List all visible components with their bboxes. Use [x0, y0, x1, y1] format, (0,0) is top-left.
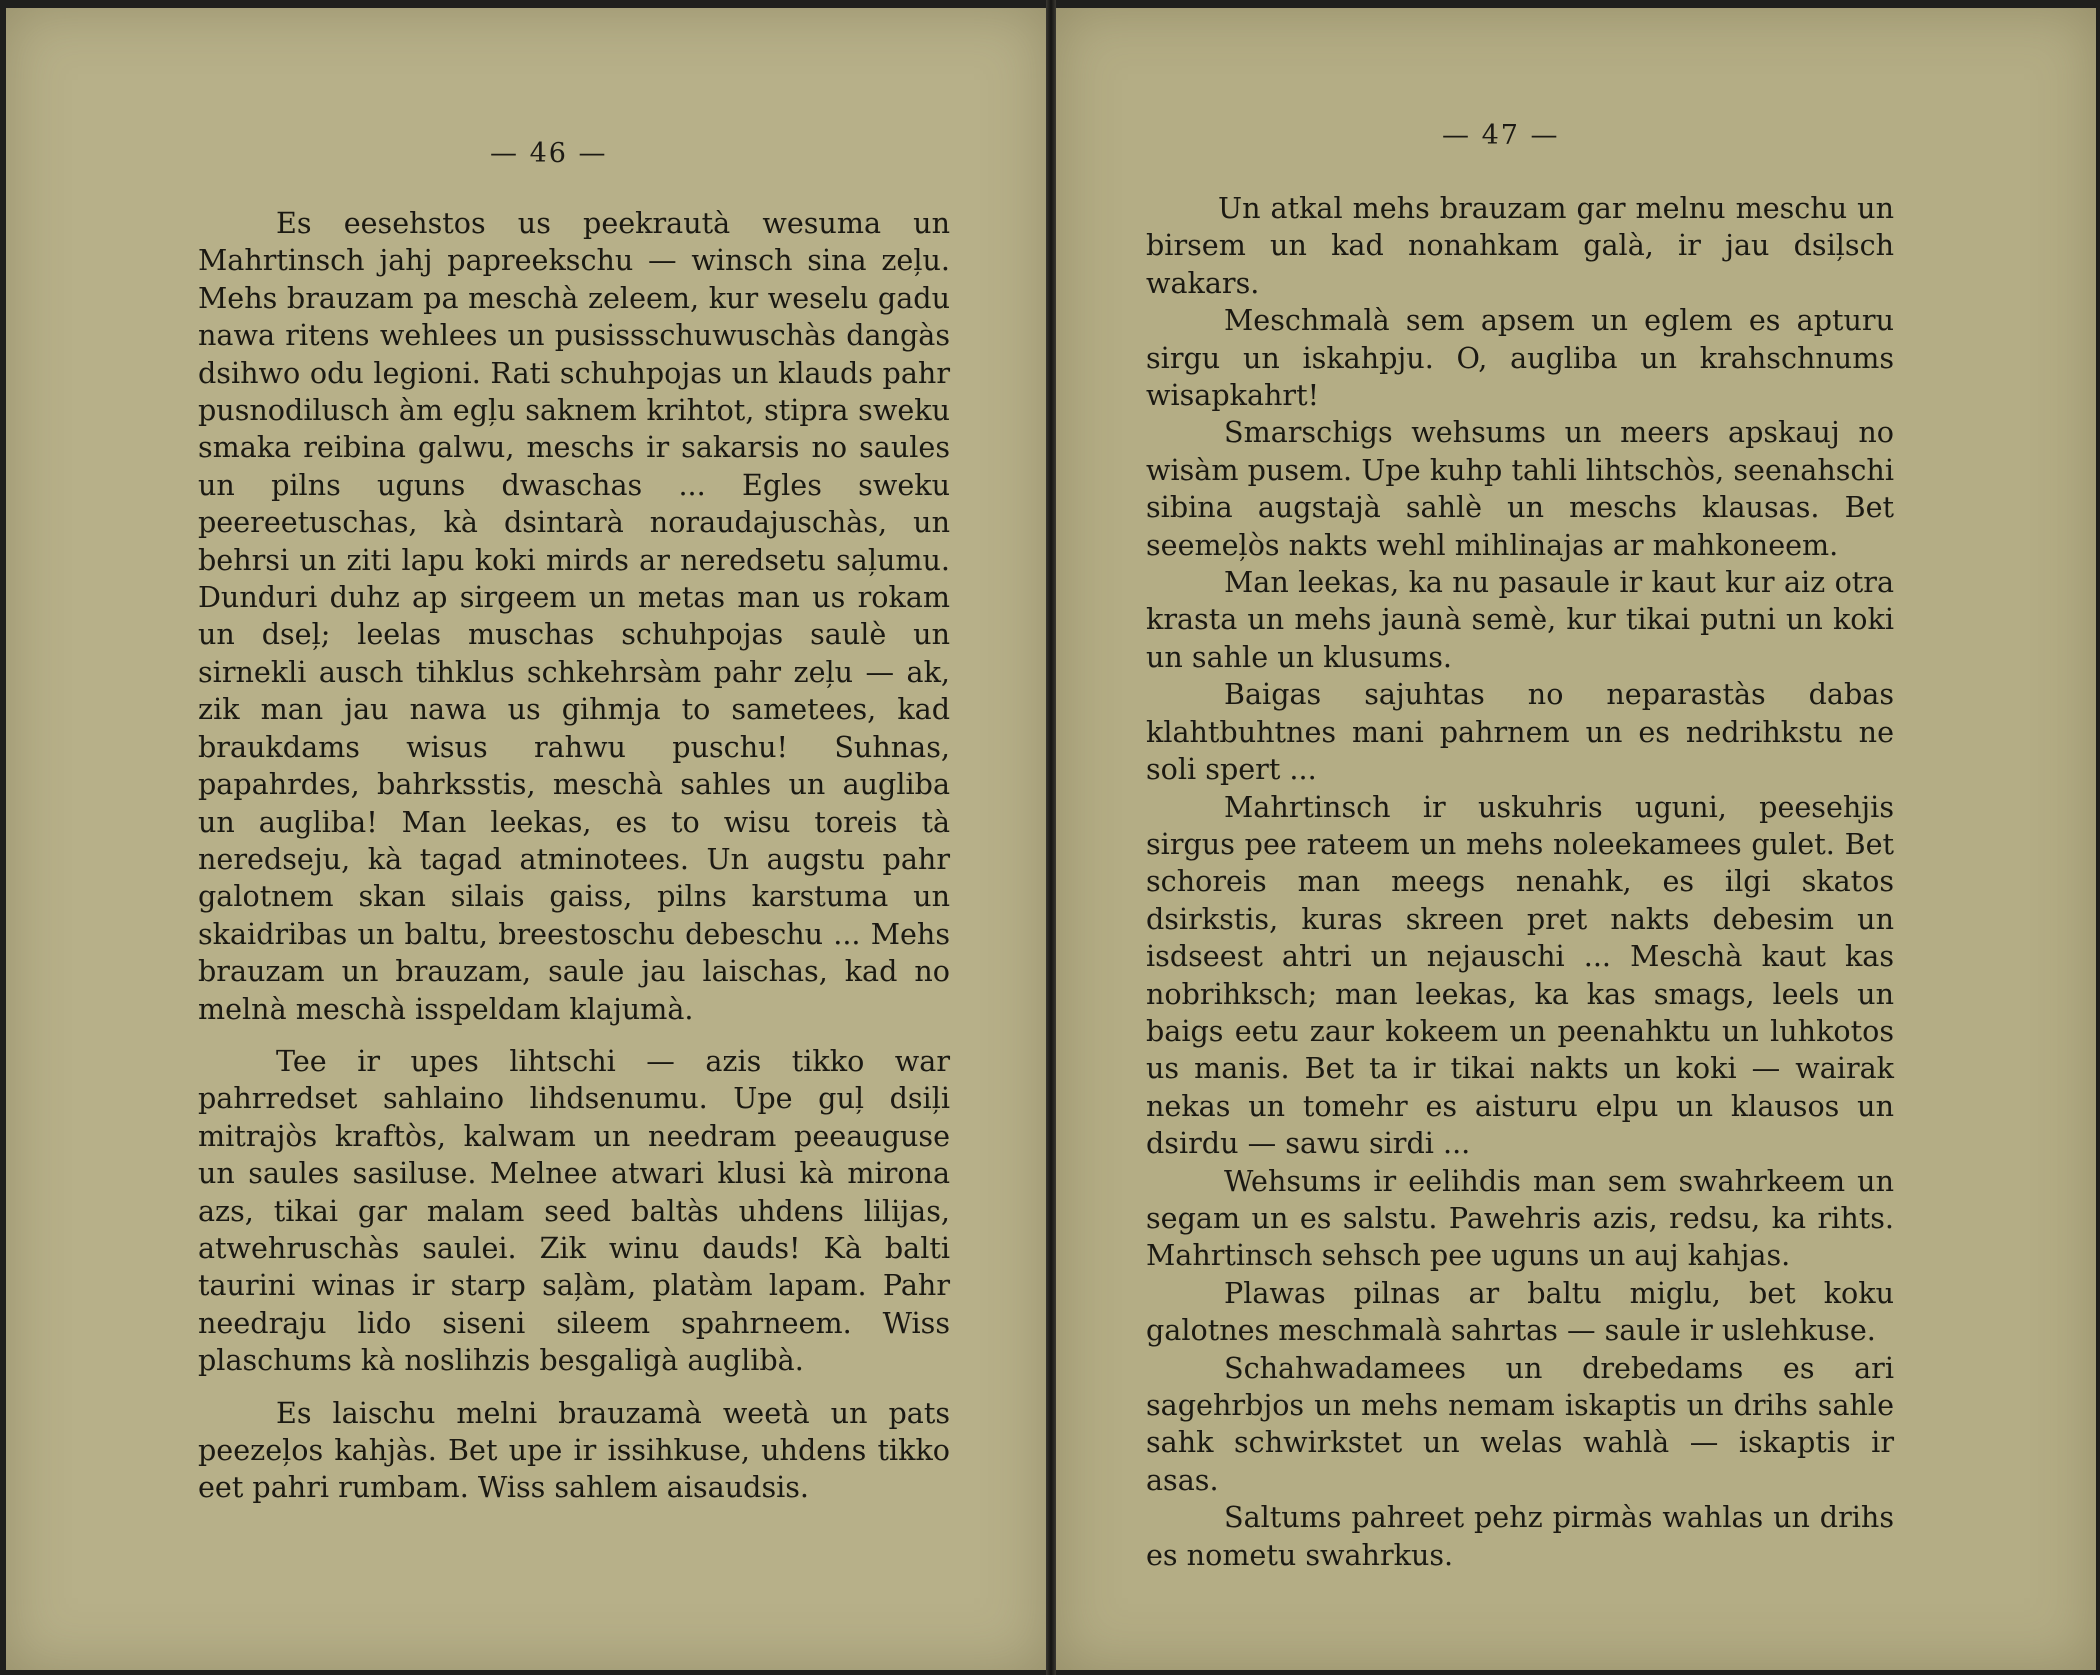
paragraph: Smarschigs wehsums un meers apskauj no wisàm pusem. Upe kuhp tahli lihtschòs, seenahschi sibina augstajà sahlè un meschs klausas. Bet seemeļòs nakts wehl mihlinajas ar mahkoneem.	[1146, 415, 1894, 562]
paragraph: Es laischu melni brauzamà weetà un pats peezeļos kahjàs. Bet upe ir issihkuse, uhdens tikko eet pahri rumbam. Wiss sahlem aisaudsis.	[198, 1395, 950, 1505]
left-page-text	[198, 205, 950, 1507]
paragraph: Wehsums ir eelihdis man sem swahrkeem un segam un es salstu. Pawehris azis, redsu, ka rihts. Mahrtinsch sehsch pee uguns un auj kahjas.	[1146, 1163, 1894, 1273]
right-page-text	[1146, 190, 1894, 1574]
paragraph: Meschmalà sem apsem un eglem es apturu sirgu un iskahpju. O, augliba un krahschnums wisapkahrt!	[1146, 303, 1894, 413]
paragraph: Baigas sajuhtas no neparastàs dabas klahtbuhtnes mani pahrnem un es nedrihkstu ne soli spert ...	[1146, 677, 1894, 787]
paragraph: Plawas pilnas ar baltu miglu, bet koku galotnes meschmalà sahrtas — saule ir uslehkuse.	[1146, 1275, 1894, 1348]
paragraph: Mahrtinsch ir uskuhris uguni, peesehjis sirgus pee rateem un mehs noleekamees gulet. Bet schoreis man meegs nenahk, es ilgi skatos dsirkstis, kuras skreen pret nakts debesim un isdseest ahtri un nejauschi ... Meschà kaut kas nobrihksch; man leekas, ka kas smags, leels un baigs eetu zaur kokeem un peenahktu un luhkotos us manis. Bet ta ir tikai nakts un koki — wairak nekas un tomehr es aisturu elpu un klausos un dsirdu — sawu sirdi ...	[1146, 789, 1894, 1161]
paragraph: Saltums pahreet pehz pirmàs wahlas un drihs es nometu swahrkus.	[1146, 1500, 1894, 1572]
book-gutter	[1046, 0, 1056, 1675]
page-number-left: — 46 —	[490, 138, 608, 169]
paragraph: Tee ir upes lihtschi — azis tikko war pahrredset sahlaino lihdsenumu. Upe guļ dsiļi mitrajòs kraftòs, kalwam un needram peeauguse un saules sasiluse. Melnee atwari klusi kà mirona azs, tikai gar malam seed baltàs uhdens lilijas, atwehruschàs saulei. Zik winu dauds! Kà balti taurini winas ir starp saļàm, platàm lapam. Pahr needraju lido siseni sileem spahrneem. Wiss plaschums kà noslihzis besgaligà auglibà.	[198, 1043, 950, 1378]
page-number-right: — 47 —	[1442, 120, 1560, 151]
paragraph: Es eesehstos us peekrautà wesuma un Mahrtinsch jahj papreekschu — winsch sina zeļu. Mehs brauzam pa meschà zeleem, kur weselu gadu nawa ritens wehlees un pusissschuwuschàs dangàs dsihwo odu legioni. Rati schuhpojas un klauds pahr pusnodilusch àm egļu saknem krihtot, stipra sweku smaka reibina galwu, meschs ir sakarsis no saules un pilns uguns dwaschas ... Egles sweku peereetuschas, kà dsintarà noraudajuschàs, un behrsi un ziti lapu koki mirds ar neredsetu saļumu. Dunduri duhz ap sirgeem un metas man us rokam un dseļ; leelas muschas schuhpojas saulè un sirnekli ausch tihklus schkehrsàm pahr zeļu — ak, zik man jau nawa us gihmja to sametees, kad braukdams wisus rahwu puschu! Suhnas, papahrdes, bahrksstis, meschà sahles un augliba un augliba! Man leekas, es to wisu toreis tà neredseju, kà tagad atminotees. Un augstu pahr galotnem skan silais gaiss, pilns karstuma un skaidribas un baltu, breestoschu debeschu ... Mehs brauzam un brauzam, saule jau laischas, kad no melnà meschà isspeldam klajumà.	[198, 206, 950, 1026]
paragraph: Man leekas, ka nu pasaule ir kaut kur aiz otra krasta un mehs jaunà semè, kur tikai putni un koki un sahle un klusums.	[1146, 565, 1894, 674]
paragraph: Un atkal mehs brauzam gar melnu meschu un birsem un kad nonahkam galà, ir jau dsiļsch wakars.	[1146, 191, 1894, 300]
paragraph: Schahwadamees un drebedams es ari sagehrbjos un mehs nemam iskaptis un drihs sahle sahk schwirkstet un welas wahlà — iskaptis ir asas.	[1146, 1350, 1894, 1497]
